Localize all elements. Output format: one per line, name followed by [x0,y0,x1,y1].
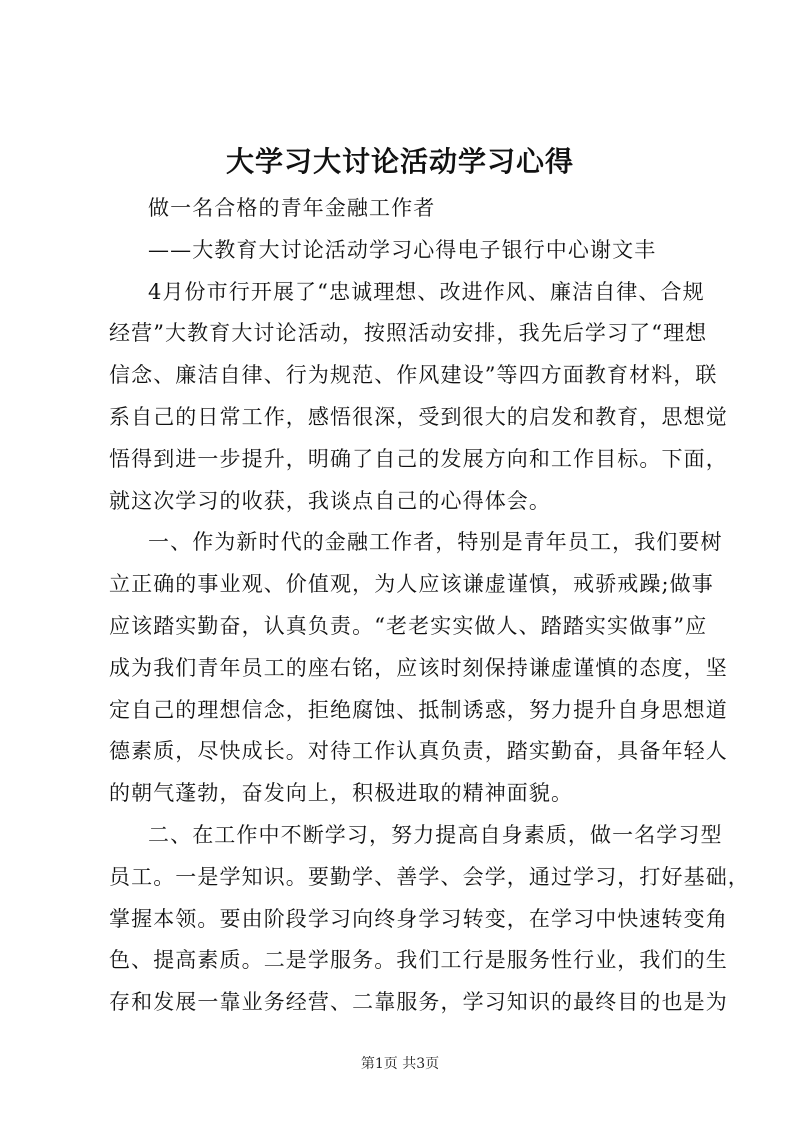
paragraph-line: 系自己的日常工作，感悟很深，受到很大的启发和教育，思想觉 [109,404,728,429]
paragraph-line: 一、作为新时代的金融工作者，特别是青年员工，我们要树 [148,530,723,555]
paragraph-line: 掌握本领。要由阶段学习向终身学习转变，在学习中快速转变角 [109,906,728,931]
paragraph-line: 成为我们青年员工的座右铭，应该时刻保持谦虚谨慎的态度，坚 [109,655,728,680]
paragraph-line: 应该踏实勤奋，认真负责。“老老实实做人、踏踏实实做事”应 [109,613,708,638]
paragraph-line: 的朝气蓬勃，奋发向上，积极进取的精神面貌。 [109,781,574,806]
paragraph-line: 悟得到进一步提升，明确了自己的发展方向和工作目标。下面， [109,446,728,471]
paragraph-line: 色、提高素质。二是学服务。我们工行是服务性行业，我们的生 [109,948,728,973]
paragraph-line: 定自己的理想信念，拒绝腐蚀、抵制诱惑，努力提升自身思想道 [109,697,728,722]
paragraph-line: 就这次学习的收获，我谈点自己的心得体会。 [109,488,551,513]
paragraph-line: 存和发展一靠业务经营、二靠服务，学习知识的最终目的也是为 [109,990,728,1015]
paragraph-line: 二、在工作中不断学习，努力提高自身素质，做一名学习型 [148,822,723,847]
paragraph-line: 员工。一是学知识。要勤学、善学、会学，通过学习，打好基础， [109,864,750,889]
author-line: ——大教育大讨论活动学习心得电子银行中心谢文丰 [148,237,657,262]
page-footer: 第1页 共3页 [360,1056,440,1072]
subtitle: 做一名合格的青年金融工作者 [148,196,436,220]
paragraph-line: 4月份市行开展了“忠诚理想、改进作风、廉洁自律、合规 [148,279,705,304]
paragraph-line: 德素质，尽快成长。对待工作认真负责，踏实勤奋，具备年轻人 [109,739,728,764]
paragraph-line: 信念、廉洁自律、行为规范、作风建设”等四方面教育材料，联 [109,363,718,388]
document-body [109,188,750,1024]
paragraph-line: 立正确的事业观、价值观，为人应该谦虚谨慎，戒骄戒躁;做事 [109,572,714,597]
document-title: 大学习大讨论活动学习心得 [225,145,574,178]
paragraph-line: 经营”大教育大讨论活动，按照活动安排，我先后学习了“理想 [109,321,708,346]
